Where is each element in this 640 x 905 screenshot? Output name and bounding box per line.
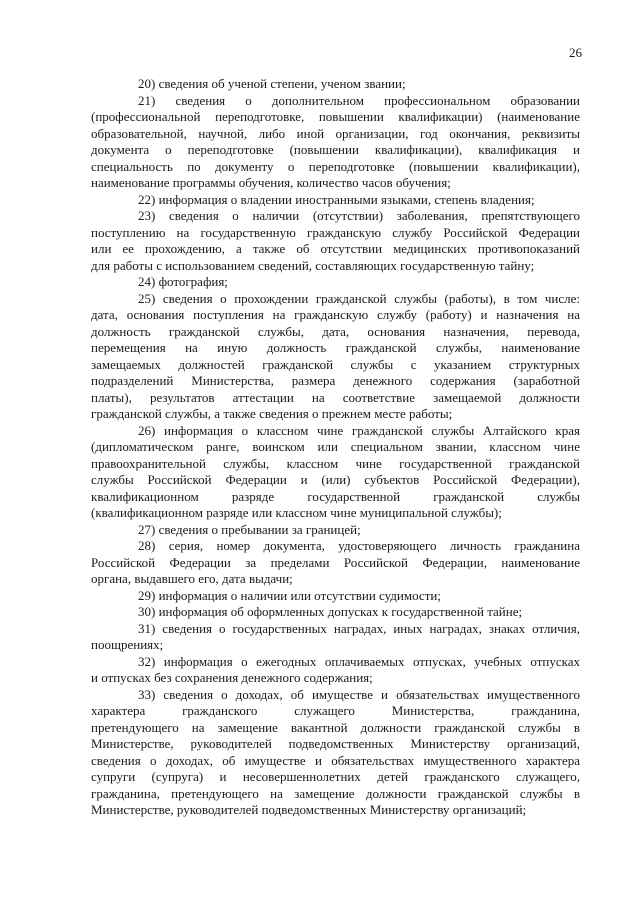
- text-line: специальность по документу о переподготовке (повышении квалификации),: [91, 158, 580, 174]
- text-line: для работы с использованием сведений, составляющих государственную тайну;: [91, 257, 535, 273]
- text-line: (профессиональной переподготовке, повышении квалификации) (наименование: [91, 109, 580, 124]
- text-line: правоохранительной службы, классном чине государственной гражданской: [91, 455, 580, 471]
- text-line: 26) информация о классном чине гражданской службы Алтайского края: [138, 422, 580, 438]
- text-line: 31) сведения о государственных наградах, иных наградах, знаках отличия,: [138, 620, 580, 636]
- text-line: поощрениях;: [91, 637, 164, 652]
- text-line: 21) сведения о дополнительном профессиональном образовании: [138, 92, 580, 108]
- text-line: Российской Федерации за пределами Российской Федерации, наименование: [91, 554, 580, 570]
- document-body: [91, 76, 580, 819]
- text-line: и отпусках без сохранения денежного содержания;: [91, 670, 373, 685]
- text-line: Министерстве, руководителей подведомственных Министерству организаций;: [91, 802, 527, 817]
- text-line: 28) серия, номер документа, удостоверяющего личность гражданина: [138, 538, 580, 553]
- list-item: [91, 423, 580, 522]
- text-line: замещаемых должностей гражданской службы с указанием структурных: [91, 356, 580, 372]
- text-line: 22) информация о владении иностранными языками, степень владения;: [138, 191, 535, 207]
- list-item: [91, 274, 580, 291]
- text-line: (квалификационном разряде или классном чине муниципальной службы);: [91, 505, 502, 520]
- text-line: характера гражданского служащего Министерства, гражданина,: [91, 703, 580, 718]
- text-line: 29) информация о наличии или отсутствии судимости;: [138, 587, 441, 603]
- text-line: службы Российской Федерации и (или) субъектов Российской Федерации),: [91, 472, 580, 487]
- text-line: гражданской службы, а также сведения о прежнем месте работы;: [91, 406, 453, 421]
- text-line: сведения о доходах, об имуществе и обязательствах имущественного характера: [91, 752, 580, 768]
- text-line: 25) сведения о прохождении гражданской службы (работы), в том числе:: [138, 290, 580, 306]
- text-line: (дипломатическом ранге, воинском или специальном звании, классном чине: [91, 439, 580, 454]
- text-line: 27) сведения о пребывании за границей;: [138, 521, 361, 537]
- text-line: квалификационном разряде государственной гражданской службы: [91, 488, 580, 504]
- list-item: [91, 93, 580, 192]
- text-line: 24) фотография;: [138, 274, 228, 289]
- text-line: или ее прохождению, а также об отсутствии медицинских противопоказаний: [91, 241, 580, 256]
- list-item: [91, 291, 580, 423]
- text-line: документа о переподготовке (повышении квалификации), квалификация и: [91, 142, 580, 157]
- text-line: поступлению на государственную гражданскую службу Российской Федерации: [91, 224, 580, 240]
- text-line: образовательной, научной, либо иной организации, год окончания, реквизиты: [91, 125, 580, 141]
- list-item: [91, 208, 580, 274]
- list-item: [91, 522, 580, 539]
- text-line: Министерстве, руководителей подведомственных Министерству организаций,: [91, 736, 580, 751]
- text-line: дата, основания поступления на гражданскую службу (работу) и назначения на: [91, 307, 580, 322]
- page-number: 26: [569, 45, 582, 60]
- text-line: должность гражданской службы, дата, основания назначения, перевода,: [91, 323, 580, 339]
- text-line: гражданина, претендующего на замещение должности гражданской службы в: [91, 785, 580, 801]
- text-line: платы), результатов аттестации на соответствие замещаемой должности: [91, 389, 580, 405]
- list-item: [91, 687, 580, 819]
- list-item: [91, 588, 580, 605]
- text-line: 23) сведения о наличии (отсутствии) заболевания, препятствующего: [138, 208, 580, 223]
- text-line: супруги (супруга) и несовершеннолетних детей гражданского служащего,: [91, 769, 580, 784]
- list-item: [91, 76, 580, 93]
- text-line: органа, выдавшего его, дата выдачи;: [91, 571, 293, 586]
- text-line: 33) сведения о доходах, об имуществе и обязательствах имущественного: [138, 686, 580, 702]
- list-item: [91, 654, 580, 687]
- text-line: подразделений Министерства, размера денежного содержания (заработной: [91, 373, 580, 388]
- list-item: [91, 538, 580, 588]
- list-item: [91, 604, 580, 621]
- text-line: 32) информация о ежегодных оплачиваемых отпусках, учебных отпусках: [138, 653, 580, 669]
- text-line: наименование программы обучения, количество часов обучения;: [91, 175, 451, 190]
- list-item: [91, 192, 580, 209]
- text-line: перемещения на иную должность гражданской службы, наименование: [91, 340, 580, 355]
- text-line: 20) сведения об ученой степени, ученом звании;: [138, 76, 406, 91]
- text-line: претендующего на замещение вакантной должности гражданской службы в: [91, 719, 580, 735]
- list-item: [91, 621, 580, 654]
- text-line: 30) информация об оформленных допусках к государственной тайне;: [138, 604, 523, 619]
